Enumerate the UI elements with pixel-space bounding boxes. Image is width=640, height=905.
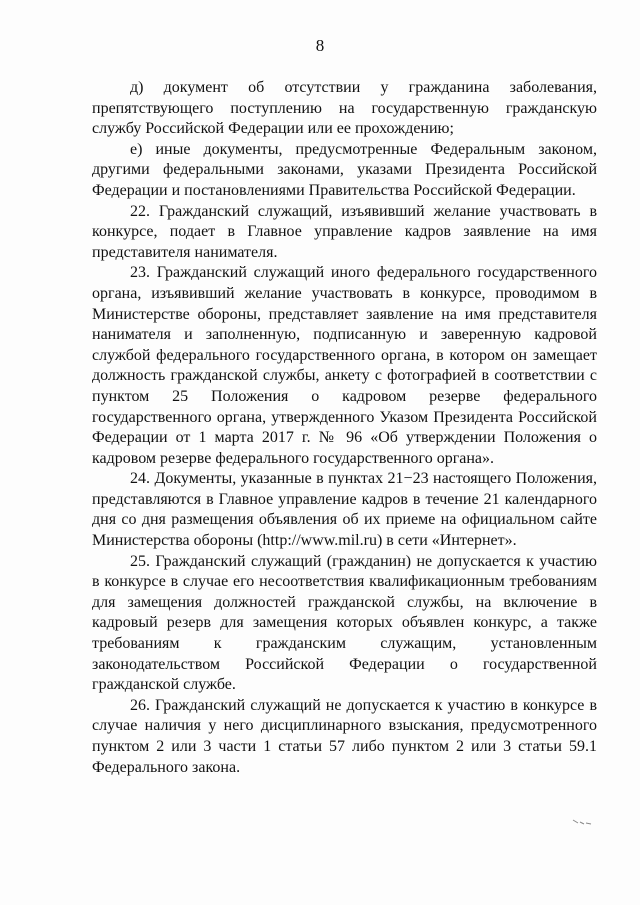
paragraph-22: 22. Гражданский служащий, изъявивший желание участвовать в конкурсе, подает в Главное управление кадров заявление на имя представителя нанимателя. <box>92 202 597 261</box>
page-number: 8 <box>315 36 325 55</box>
paragraph-25: 25. Гражданский служащий (гражданин) не допускается к участию в конкурсе в случае его несоответствия квалификационным требованиям для замещения должностей гражданской службы, на включение в кадровый резерв для замещения которых объявлен конкурс, а также требованиям к гражданским служащим, установленным законодательством Российской Федерации о государственной гражданской службе. <box>92 552 597 694</box>
pen-mark <box>572 818 592 829</box>
paragraph-e: е) иные документы, предусмотренные Федеральным законом, другими федеральными законами, указами Президента Российской Федерации и постановлениями Правительства Российской Федерации. <box>92 140 597 199</box>
document-body <box>92 78 597 778</box>
paragraph-d: д) документ об отсутствии у гражданина заболевания, препятствующего поступлению на государственную гражданскую службу Российской Федерации или ее прохождению; <box>92 79 597 138</box>
paragraph-23: 23. Гражданский служащий иного федерального государственного органа, изъявивший желание участвовать в конкурсе, проводимом в Министерстве обороны, представляет заявление на имя представителя нанимателя и заполненную, подписанную и заверенную кадровой службой федерального государственного органа, в котором он замещает должность гражданской службы, анкету с фотографией в соответствии с пунктом 25 Положения о кадровом резерве федерального государственного органа, утвержденного Указом Президента Российской Федерации от 1 марта 2017 г. № 96 «Об утверждении Положения о кадровом резерве федерального государственного органа». <box>92 264 597 467</box>
paragraph-26: 26. Гражданский служащий не допускается к участию в конкурсе в случае наличия у него дисциплинарного взыскания, предусмотренного пунктом 2 или 3 части 1 статьи 57 либо пунктом 2 или 3 статьи 59.1 Федерального закона. <box>92 696 597 776</box>
scribble-icon <box>572 818 592 826</box>
paragraph-24: 24. Документы, указанные в пунктах 21−23 настоящего Положения, представляются в Главное управление кадров в течение 21 календарного дня со дня размещения объявления об их приеме на официальном сайте Министерства обороны (http://www.mil.ru) в сети «Интернет». <box>92 470 597 550</box>
